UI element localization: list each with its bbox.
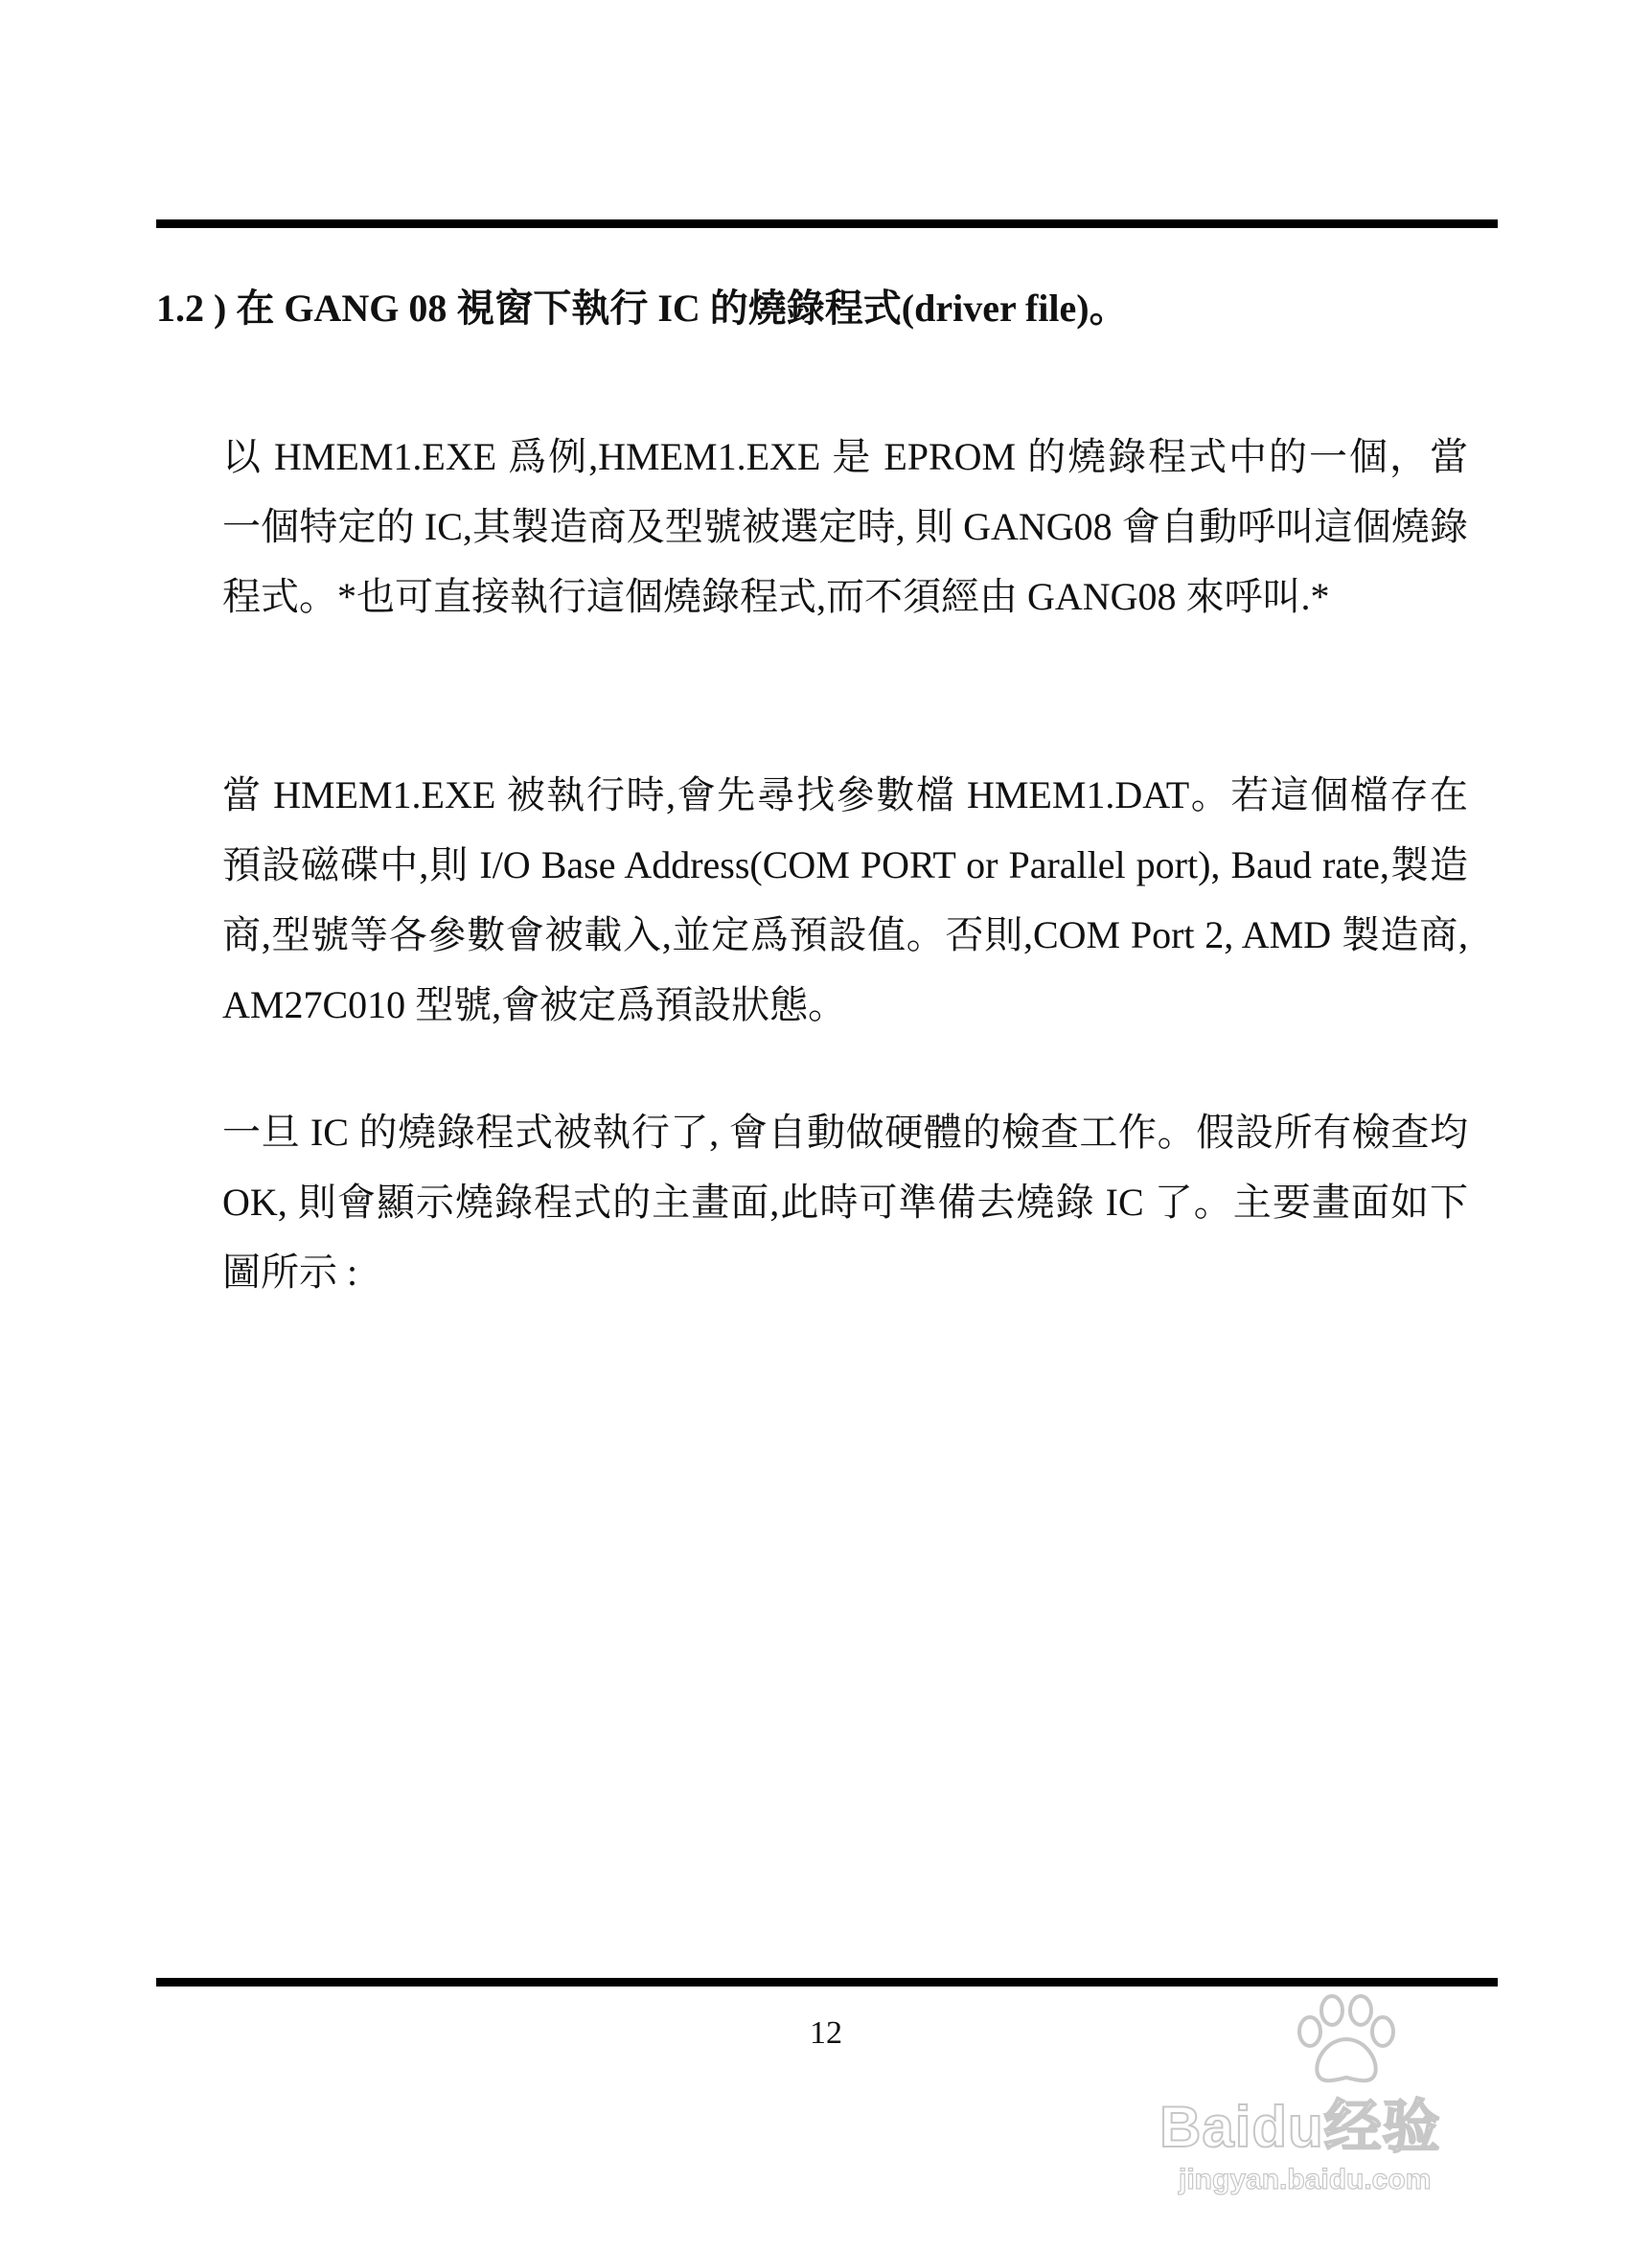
watermark-url: jingyan.baidu.com	[1179, 2164, 1432, 2195]
paragraph-2: 當 HMEM1.EXE 被執行時,會先尋找參數檔 HMEM1.DAT。若這個檔存在預設磁碟中,則 I/O Base Address(COM PORT or Parallel port), Baud rate,製造商,型號等各參數會被載入,並定爲預設值。否則,COM Port 2, AMD 製造商, AM27C010 型號,會被定爲預設狀態。	[222, 773, 1468, 1026]
section-heading: 1.2 ) 在 GANG 08 視窗下執行 IC 的燒錄程式(driver file)。	[156, 287, 1128, 330]
paragraph-1: 以 HMEM1.EXE 爲例,HMEM1.EXE 是 EPROM 的燒錄程式中的一個，當一個特定的 IC,其製造商及型號被選定時, 則 GANG08 會自動呼叫這個燒錄程式。*也可直接執行這個燒錄程式,而不須經由 GANG08 來呼叫.*	[222, 435, 1468, 618]
baidu-paw-icon	[1289, 1993, 1404, 2089]
top-rule	[156, 219, 1498, 228]
bottom-rule	[156, 1978, 1498, 1987]
baidu-logo-text: Baidu经验	[1159, 2095, 1441, 2159]
baidu-watermark	[1150, 1993, 1552, 2204]
page-number: 12	[810, 2015, 842, 2051]
paragraph-3: 一旦 IC 的燒錄程式被執行了, 會自動做硬體的檢查工作。假設所有檢查均 OK, 則會顯示燒錄程式的主畫面,此時可準備去燒錄 IC 了。主要畫面如下圖所示 :	[222, 1111, 1468, 1294]
